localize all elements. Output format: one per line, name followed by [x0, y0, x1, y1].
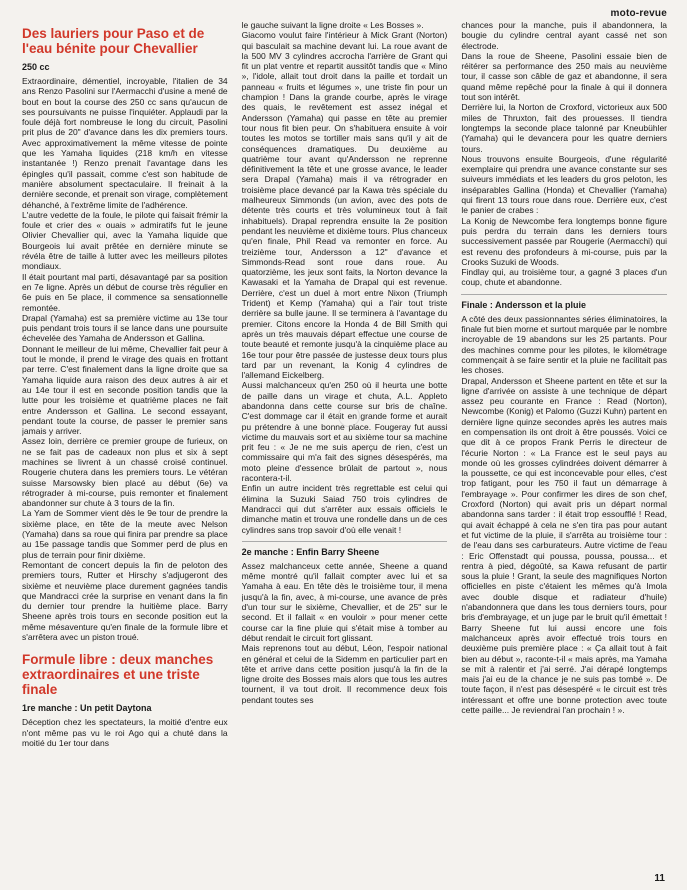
divider: [242, 541, 448, 542]
paragraph: Aussi malchanceux qu'en 250 où il heurta une botte de paille dans un virage et chuta, A.L. Appleto abandonna dans cette course sur bris de chaîne. C'est dommage car il était en grande forme et aurait pu prétendre à une bonne place. Fougeray fut aussi victime du mauvais sort et au sixième tour sa machine prit feu : « Je ne me suis aperçu de rien, c'est un commissaire qui m'a fait des signes désespérés, ma moto pleine d'essence brûlait de partout », nous racontera-t-il.: [241, 380, 448, 484]
column-2: [242, 20, 448, 870]
paragraph: le gauche suivant la ligne droite « Les Bosses ».: [241, 20, 424, 30]
paragraph: Giacomo voulut faire l'intérieur à Mick Grant (Norton) qui basculait sa machine devant lui. La roue avant de la 500 MV 3 cylindres accrocha l'arrière de Grant qui fit un plat ventre et repartit aussitôt tandis que « Mino », l'idole, allait tout droit dans la paille et tordait un panneau « fruits et légumes », une triste fin pour un champion ! Dans la grande courbe, après le virage des quais, le revêtement est assez inégal et Andersson (Yamaha) qui passe en tête au premier tour nous fit bien peur. On s'habituera ensuite à voir toutes les motos se tortiller mais sans qu'il y ait de conséquences dramatiques. Du deuxième au quatrième tour avant qu'Andersson ne reprenne définitivement la tête et une grosse avance, le leader sera Drapal (Yamaha) mais il va rétrograder en troisième place devancé par la Kawa très spéciale du malheureux Simmonds (un avion, avec des pots de détente très courts et très volumineux tout à fait inhabituels). Drapal reprendra ensuite la 2e position pendant les neuvième et dixième tours. Plus chanceux qu'en finale, Phil Read va remonter en force. Au treizième tour, Andersson a 12" d'avance et Simmonds-Read sont roue dans roue. Au quatorzième, les jeux sont faits, la Norton devance la Kawasaki et la Yamaha de Drapal qui est revenue. Derrière, c'est un duel à mort entre Nixon (Triumph Trident) et Kemp (Yamaha) qui a l'air tout triste derrière sa bulle jaune. Il se terminera à l'avantage du premier. Citons encore la Honda 4 de Bill Smith qui après un très mauvais départ effectue une course de toute beauté et remonte jusqu'à la cinquième place au 16e tour pour être passée de justesse deux tours plus tard par un revenant, la Konig 4 cylindres de l'allemand Eickelberg.: [241, 30, 448, 381]
paragraph: Findlay qui, au troisième tour, a gagné 3 places d'un coup, chute et abandonne.: [461, 267, 668, 288]
paragraph: Assez malchanceux cette année, Sheene a quand même montré qu'il fallait compter avec lui et sa Yamaha à eau. En tête dès le troisième tour, il mena jusqu'à la fin, avec, à mi-course, une avance de près d'un tour sur le sixième, Chevallier, et de 25" sur le second. Et il fallait « en vouloir » pour mener cette course car la fine pluie qui s'était mise à tomber au début rendait le circuit fort glissant.: [241, 560, 448, 643]
paragraph: Drapal (Yamaha) est sa première victime au 13e tour puis pendant trois tours il se lance dans une poursuite échevelée des Yamaha de Andersson et Gallina.: [22, 312, 228, 344]
paragraph: Derrière lui, la Norton de Croxford, victorieux aux 500 miles de Thruxton, fait des prouesses. Il tiendra longtemps la seconde place talonné par Kneubühler (Yamaha) qui le devancera pour les quatre derniers tours.: [461, 102, 668, 154]
paragraph: Remontant de concert depuis la fin de peloton des premiers tours, Rutter et Hirschy s'adjugeront des sixième et neuvième place durement gagnées tandis que Mandracci crée la surprise en venant dans la fin du dernier tour prendre la huitième place. Barry Sheene après trois tours en seconde position eut la même mésaventure qu'en finale de la formule libre et s'arrêtera avec un piston troué.: [22, 559, 228, 643]
paragraph: Mais reprenons tout au début, Léon, l'espoir national en général et celui de la Sidemm en particulier part en tête et arrive dans cette position jusqu'à la fin de la ligne droite des Bosses mais alors que tous les autres tournent, il va tout droit. Il recommence deux fois pendant toutes ses: [241, 643, 448, 705]
subhead-first-heat: 1re manche : Un petit Daytona: [22, 703, 152, 714]
watermark-seal-icon: [338, 405, 360, 427]
paragraph: Déception chez les spectateurs, la moitié d'entre eux n'ont même pas vu le roi Ago qui a chuté dans la moitié du 1er tour dans: [22, 717, 228, 748]
paragraph: La Konig de Newcombe fera longtemps bonne figure puis perdra du terrain dans les derniers tours successivement passée par Rougerie (Aermacchi) qui est revenu des profondeurs à mi-course, puis par la Crooks Suzuki de Woods.: [461, 215, 668, 267]
subhead-250cc: 250 cc: [22, 62, 50, 72]
paragraph: chances pour la manche, puis il abandonnera, la bougie du cylindre central ayant cassé net son électrode.: [461, 20, 668, 51]
paragraph: Dans la roue de Sheene, Pasolini essaie bien de réitérer sa performance des 250 mais au neuvième tour, il casse son câble de gaz et abandonne, il sera quand même repêché pour la finale à qui il donnera tout son intérêt.: [461, 50, 668, 103]
paragraph: Assez loin, derrière ce premier groupe de furieux, on ne se fait pas de cadeaux non plus et six à sept machines se livrent à un chassé croisé continuel. Rougerie chutera dans les premiers tours. Le vétéran suisse Marsowsky bien placé au début (6e) va rétrograder à mi-course, puis remonter et finalement abandonner sur chute à 3 tours de la fin.: [22, 436, 228, 509]
masthead: moto-revue: [610, 8, 667, 19]
paragraph: Nous trouvons ensuite Bourgeois, d'une régularité exemplaire qui prendra une avance constante sur ses suiveurs immédiats et les leaders du gros peloton, les inséparables Gallina (Honda) et Chevallier (Yamaha) qui firent 13 tours roue dans roue. Derrière eux, c'est le panier de crabes :: [461, 153, 668, 216]
paragraph: Il était pourtant mal parti, désavantagé par sa position en 7e ligne. Après un début de course très régulier en 6e puis en 5e place, il commence sa sensationnelle remontée.: [22, 271, 228, 313]
column-3: [461, 20, 667, 870]
column-1: [22, 20, 228, 870]
subhead-finale: Finale : Andersson et la pluie: [461, 299, 587, 310]
paragraph: Enfin un autre incident très regrettable est celui qui élimina la Suzuki Saiad 750 trois cylindres de Mandracci qui dut s'arrêter aux essais officiels le dimanche matin et trouva une rondelle dans un de ces cylindres sans trop savoir d'où elle venait !: [241, 483, 448, 535]
headline-formule-libre: Formule libre : deux manches extraordinaires et une triste finale: [22, 652, 214, 698]
paragraph: Extraordinaire, démentiel, incroyable, l'italien de 34 ans Renzo Pasolini sur l'Aermacchi d'usine a mené de bout en bout la course des 250 cc sans qu'aucun de ses poursuivants ne puisse l'inquiéter. Applaudi par la foule déjà fort nombreuse le long du circuit, Pasolini prit plus de 20" d'avance dans les dix premiers tours. Avec approximativement la même vitesse de pointe que les Yamaha liquides (218 km/h en vitesse instantanée !) Renzo prenait l'avantage dans les épingles qu'il passait, comme c'est son habitude de manière absolument spectaculaire. Il freinait à la dernière seconde, et prenait son virage, complètement déhanché, à l'extrême limite de l'adhérence.: [22, 76, 228, 210]
paragraph: Drapal, Andersson et Sheene partent en tête et sur la ligne d'arrivée on assiste à une technique de départ assez peu courante en France : Read (Norton), Newcombe (Konig) et Palomo (Guzzi Kuhn) partent en dernière ligne quinze secondes après les autres mais en compensation ils ont droit à être poussés. Voici ce que dit à ce propos Frank Perris le directeur de l'écurie Norton : « La France est le seul pays au monde où les grosses cylindrées doivent démarrer à la poussette, ce qui est inconcevable pour elles, c'est trop fatigant, pour les 750 il faut un démarrage à l'embrayage ». Pour confirmer les dires de son chef, Croxford (Norton) qui avait pris un départ normal abandonna sans tarder : il était trop essoufflé ! Read, qui avait échappé à cela ne s'en tira pas pour autant et fut victime de la pluie, il s'arrêta au troisième tour : de l'eau dans ses carburateurs. Autre victime de l'eau : Eric Offenstadt qui poussa, poussa, poussa... et rentra à pied, dégoûté, sa Kawa refusant de partir sous la pluie ! Grant, la seule des magnifiques Norton officielles en piste c'étaient les mêmes qu'à Imola avec double disque et radiateur d'huile) n'abandonnera que dans les tous derniers tours, pour bris d'embrayage, et un juge par le bruit qu'il émettait ! Barry Sheene fut lui aussi encore une fois malchanceux après avoir effectué trois tours en deuxième puis première place : « Ça allait tout à fait bien au début », raconte-t-il « mais après, ma Yamaha se mit à ralentir et j'ai serré. J'ai dérapé longtemps mais j'ai eu de la chance je ne suis pas tombé ». De toute façon, il n'est pas désespéré « le circuit est très intéressant et offre une bonne protection avec toute cette paille... Je reviendrai l'an prochain ! ».: [461, 375, 668, 715]
paragraph: Donnant le meilleur de lui même, Chevallier fait peur à tout le monde, il prend le virage des quais en frottant par terre. C'est finalement dans la ligne droite que sa Yamaha liquide aura raison des deux autres à air et au 14e tour il est en seconde position tandis que la lutte pour les troisième et quatrième places ne fait entre Andersson et Gallina. Le second essayant, pendant toute la course, de passer le premier sans jamais y arriver.: [22, 343, 228, 437]
article-columns: [22, 20, 667, 870]
paragraph: L'autre vedette de la foule, le pilote qui faisait frémir la foule et crier des « ouais » admiratifs fut le jeune Olivier Chevallier qui, avec la Yamaha liquide que Bourgeois lui avait prêtée en dernière minute se révéla être de taille à lutter avec les meilleurs pilotes mondiaux.: [22, 209, 228, 272]
headline-main: Des lauriers pour Paso et de l'eau bénite pour Chevallier: [22, 26, 205, 56]
divider: [461, 294, 667, 295]
paragraph: La Yam de Sommer vient dès le 9e tour de prendre la sixième place, en tête de la meute avec Nelson (Yamaha) dans sa roue qui finira par prendre sa place au 15e passage tandis que Sommer perd de plus en plus de terrain pour finir dixième.: [22, 508, 228, 560]
page-number: 11: [654, 873, 665, 884]
paragraph: A côté des deux passionnantes séries éliminatoires, la finale fut bien morne et surtout marquée par le nombre incroyable de 19 abandons sur les 25 partants. Pour des machines comme pour les pilotes, le kilométrage commençait à se faire sentir et la pluie ne facilitait pas les choses.: [461, 313, 668, 376]
subhead-second-heat: 2e manche : Enfin Barry Sheene: [241, 546, 380, 557]
